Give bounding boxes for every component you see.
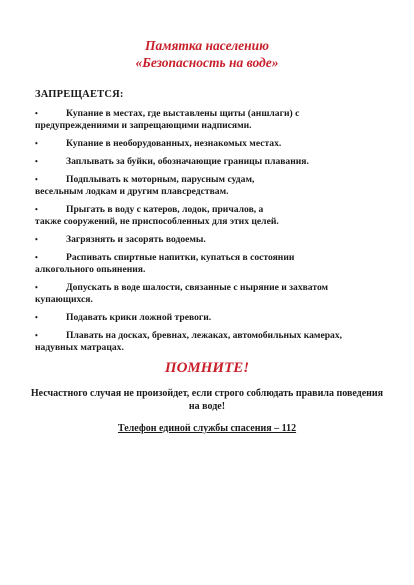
bullet-icon: • <box>35 205 38 214</box>
bullet-icon: • <box>35 157 38 166</box>
list-item-text: Прыгать в воду с катеров, лодок, причалов, а <box>66 204 264 215</box>
list-item-continuation: алкогольного опьянения. <box>35 264 146 275</box>
warning-text: Несчастного случая не произойдет, если строго соблюдать правила поведения на воде! <box>30 388 384 412</box>
list-item-text: Допускать в воде шалости, связанные с ныряние и захватом <box>66 282 329 293</box>
bullet-icon: • <box>35 175 38 184</box>
list-item-text: Заплывать за буйки, обозначающие границы плавания. <box>66 156 309 167</box>
list-item-text: Подплывать к моторным, парусным судам, <box>66 174 255 185</box>
list-item <box>35 204 385 228</box>
bullet-icon: • <box>35 235 38 244</box>
list-item <box>35 282 385 306</box>
list-item <box>35 330 385 354</box>
bullet-icon: • <box>35 109 38 118</box>
list-item-text: Купание в необорудованных, незнакомых местах. <box>66 138 282 149</box>
list-item <box>35 312 385 324</box>
list-item <box>35 108 385 132</box>
list-item-continuation: предупреждениями и запрещающими надписями. <box>35 120 252 131</box>
bullet-icon: • <box>35 313 38 322</box>
list-item-text: Купание в местах, где выставлены щиты (аншлаги) с <box>66 108 300 119</box>
list-item-text: Подавать крики ложной тревоги. <box>66 312 212 323</box>
memo-title: Памятка населению <box>144 38 270 53</box>
list-item-continuation: купающихся. <box>35 294 93 305</box>
list-item <box>35 138 385 150</box>
bullet-icon: • <box>35 253 38 262</box>
bullet-icon: • <box>35 331 38 340</box>
list-item-text: Распивать спиртные напитки, купаться в состоянии <box>66 252 295 263</box>
prohibited-heading: ЗАПРЕЩАЕТСЯ: <box>35 89 124 100</box>
memo-subtitle: «Безопасность на воде» <box>135 55 279 70</box>
list-item-continuation: также сооружений, не приспособленных для этих целей. <box>35 216 279 227</box>
remember-heading: ПОМНИТЕ! <box>164 360 250 376</box>
list-item <box>35 252 385 276</box>
list-item-continuation: весельным лодкам и другим плавсредствам. <box>35 186 229 197</box>
list-item <box>35 156 385 168</box>
list-item-continuation: надувных матрацах. <box>35 342 124 353</box>
bullet-icon: • <box>35 139 38 148</box>
list-item-text: Загрязнять и засорять водоемы. <box>66 234 206 245</box>
bullet-icon: • <box>35 283 38 292</box>
list-item <box>35 174 385 198</box>
list-item-text: Плавать на досках, бревнах, лежаках, автомобильных камерах, <box>66 330 343 341</box>
list-item <box>35 234 385 246</box>
prohibited-list <box>35 108 385 360</box>
rescue-phone: Телефон единой службы спасения – 112 <box>117 423 297 434</box>
